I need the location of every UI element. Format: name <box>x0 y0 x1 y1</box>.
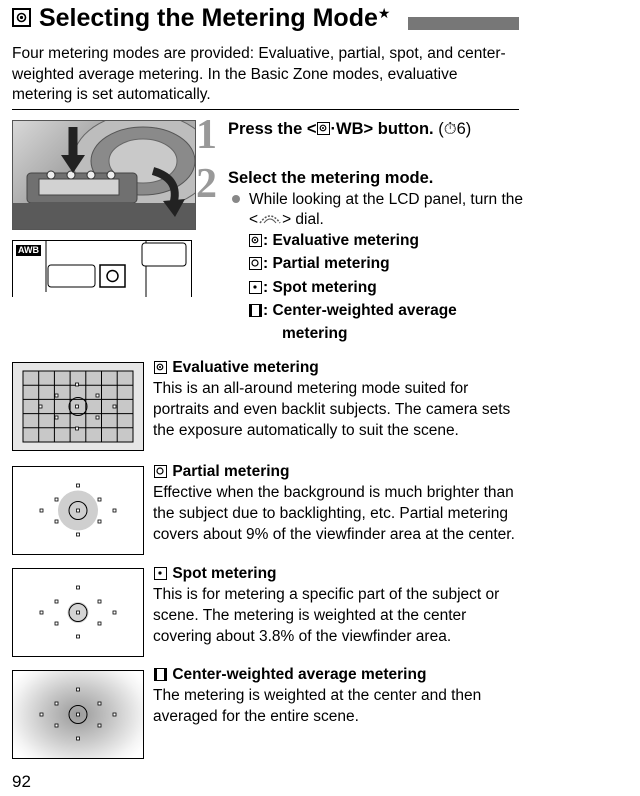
partial-metering-icon <box>154 465 167 478</box>
page-title-text: Selecting the Metering Mode <box>38 4 378 32</box>
step-1-title: Press the < ·WB> button. (⏱6) <box>228 120 472 138</box>
center-weighted-metering-icon <box>249 304 262 317</box>
center-weighted-viewfinder-diagram <box>12 670 144 759</box>
bullet-icon <box>232 195 240 203</box>
lcd-panel-illustration <box>12 240 192 297</box>
intro-paragraph: Four metering modes are provided: Evaluative, partial, spot, and center-weighted average metering. In the Basic Zone modes, evaluative metering is set automatically. <box>12 45 506 103</box>
mode-partial: : Partial metering <box>249 255 390 273</box>
page-title <box>12 4 390 33</box>
camera-top-photo <box>12 120 196 230</box>
step-1-number: 1 <box>196 112 217 158</box>
spot-metering-icon <box>249 281 262 294</box>
section-spot-body: This is for metering a specific part of the subject or scene. The metering is weighted at the center covering about 3.8% of the viewfinder area. <box>153 586 500 645</box>
mode-spot: : Spot metering <box>249 279 377 297</box>
spot-metering-icon <box>154 567 167 580</box>
partial-metering-icon <box>249 257 262 270</box>
timer-reference: (⏱6) <box>438 120 472 138</box>
star-icon: ★ <box>377 5 391 21</box>
center-weighted-metering-icon <box>154 668 167 681</box>
title-bar-decoration <box>408 17 519 30</box>
section-partial-body: Effective when the background is much brighter than the subject due to backlighting, etc. Partial metering covers about 9% of the viewfinder area at the center. <box>153 484 515 543</box>
evaluative-viewfinder-diagram <box>12 362 144 451</box>
section-center-weighted-title: Center-weighted average metering <box>154 666 426 684</box>
section-center-weighted-body: The metering is weighted at the center and then averaged for the entire scene. <box>153 687 482 725</box>
step-2-title: Select the metering mode. <box>228 169 434 187</box>
section-evaluative-title: Evaluative metering <box>154 359 319 377</box>
partial-viewfinder-diagram <box>12 466 144 555</box>
step-2-instruction: While looking at the LCD panel, turn the < > dial. <box>249 191 523 228</box>
main-dial-icon <box>258 210 282 222</box>
timer-icon: ⏱ <box>443 120 457 138</box>
evaluative-metering-icon <box>249 234 262 247</box>
section-partial-title: Partial metering <box>154 463 289 481</box>
page-number: 92 <box>12 772 31 791</box>
spot-viewfinder-diagram <box>12 568 144 657</box>
mode-evaluative: : Evaluative metering <box>249 232 419 250</box>
section-evaluative-body: This is an all-around metering mode suited for portraits and even backlit subjects. The camera sets the exposure automatically to suit the scene. <box>153 380 511 439</box>
section-divider <box>12 109 519 110</box>
evaluative-metering-icon <box>154 361 167 374</box>
step-2-number: 2 <box>196 161 217 207</box>
mode-center-weighted-cont: metering <box>282 325 348 342</box>
section-spot-title: Spot metering <box>154 565 277 583</box>
metering-button-icon <box>317 122 330 135</box>
awb-badge: AWB <box>18 245 39 255</box>
mode-center-weighted: : Center-weighted average <box>249 302 457 320</box>
evaluative-metering-icon <box>12 8 31 27</box>
